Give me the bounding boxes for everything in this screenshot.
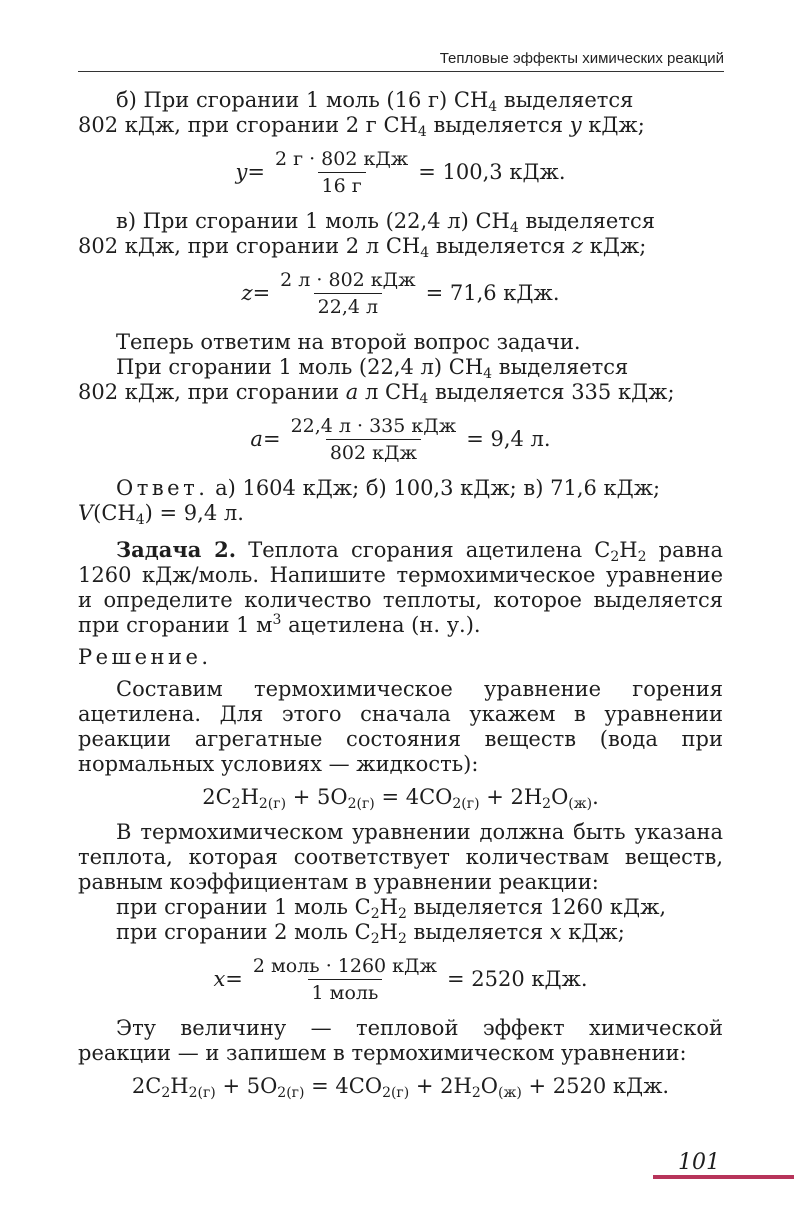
text: при сгорании 2 моль C — [116, 920, 371, 944]
eq-text: H — [170, 1074, 189, 1098]
text: выделяется — [518, 209, 655, 233]
running-head: Тепловые эффекты химических реакций — [439, 50, 724, 67]
solution-label: Решение. — [78, 645, 212, 669]
eq-sub: 2(г) — [258, 796, 287, 812]
eq-sub: 2 — [471, 1085, 481, 1101]
answer-label: Ответ. — [116, 476, 209, 500]
eq-sub: 2(г) — [347, 796, 375, 812]
eq-text: = 4CO — [374, 785, 453, 809]
subscript: 4 — [509, 220, 519, 236]
variable-a: a — [345, 380, 359, 404]
page-number-bar — [653, 1175, 794, 1179]
text: H — [619, 538, 638, 562]
text: ацетилена (н. у.). — [281, 613, 481, 637]
task2-paragraph — [78, 537, 723, 638]
text: выделяется — [497, 88, 634, 112]
fraction-numerator: 22,4 л · 335 кДж — [290, 415, 457, 437]
subscript: 4 — [420, 245, 430, 261]
formula-a — [78, 415, 723, 464]
eq-text: = 4CO — [304, 1074, 383, 1098]
formula-z — [78, 269, 723, 318]
eq-sub: (ж) — [498, 1085, 522, 1101]
text: 802 кДж, при сгорании 2 г CH — [78, 113, 418, 137]
spacer — [78, 638, 723, 645]
eq-text: + 2520 кДж. — [521, 1074, 670, 1098]
formula-lhs: a — [250, 427, 263, 451]
eq-text: O — [480, 1074, 498, 1098]
page-number: 101 — [678, 1150, 720, 1175]
spacer — [78, 670, 723, 677]
text: выделяется — [429, 234, 573, 258]
formula-rhs: = 9,4 л. — [466, 427, 551, 451]
text: ) = 9,4 л. — [144, 501, 244, 525]
text: равна 1260 кДж/моль. Напишите термохимическое уравнение и определите количество теплоты, которое выделяется при сгорании 1 м — [78, 538, 723, 637]
case-b-paragraph — [78, 88, 723, 138]
answer-paragraph — [78, 476, 723, 526]
eq-text: O — [551, 785, 569, 809]
eq-text: + 5O — [286, 785, 348, 809]
eq-sub: 2(г) — [382, 1085, 410, 1101]
text: выделяется — [406, 920, 550, 944]
eq-text: 2C — [131, 1074, 162, 1098]
solution-label-line — [78, 645, 723, 670]
solution-paragraph-2: В термохимическом уравнении должна быть указана теплота, которая соответствует количествам веществ, равным коэффициентам в уравнении реакции: — [78, 820, 723, 894]
text: при сгорании 1 моль C — [116, 895, 371, 919]
text: выделяется — [426, 113, 570, 137]
text: 802 кДж, при сгорании 2 л CH — [78, 234, 421, 258]
text: выделяется 1260 кДж, — [406, 895, 667, 919]
text: 802 кДж, при сгорании — [78, 380, 346, 404]
fraction — [249, 955, 441, 1004]
formula-lhs: y — [235, 160, 248, 184]
formula-rhs: = 2520 кДж. — [446, 967, 588, 991]
reaction-equation-2 — [78, 1074, 723, 1099]
formula-rhs: = 71,6 кДж. — [425, 281, 560, 305]
formula-eq: = — [225, 967, 243, 991]
text: в) При сгорании 1 моль (22,4 л) CH — [116, 209, 510, 233]
header-rule — [78, 71, 724, 72]
fraction-denominator: 1 моль — [308, 979, 383, 1004]
subscript: 2 — [397, 906, 407, 922]
eq-sub: 2(г) — [277, 1085, 305, 1101]
eq-text: H — [240, 785, 259, 809]
subscript: 4 — [419, 391, 429, 407]
text: б) При сгорании 1 моль (16 г) CH — [116, 88, 489, 112]
text: (CH — [93, 501, 136, 525]
fraction-denominator: 22,4 л — [314, 293, 382, 318]
text: выделяется — [492, 355, 629, 379]
subscript: 2 — [370, 906, 380, 922]
eq-sub: (ж) — [568, 796, 593, 812]
eq-text: . — [592, 785, 599, 809]
subscript: 2 — [397, 931, 407, 947]
text: кДж; — [583, 234, 647, 258]
superscript: 3 — [272, 612, 282, 628]
subscript: 2 — [610, 549, 620, 565]
variable-v: V — [78, 501, 94, 525]
text: кДж; — [581, 113, 645, 137]
eq-text: 2C — [202, 785, 232, 809]
fraction — [276, 269, 419, 318]
text: H — [379, 895, 398, 919]
task2-title: Задача 2. — [116, 537, 237, 562]
solution-paragraph-3: Эту величину — тепловой эффект химической реакции — и запишем в термохимическом уравнении: — [78, 1016, 723, 1065]
fraction-numerator: 2 л · 802 кДж — [280, 269, 416, 291]
variable-x: x — [549, 920, 562, 944]
variable-z: z — [572, 234, 584, 258]
eq-text: + 2H — [409, 1074, 472, 1098]
solution-list-line-1 — [78, 895, 723, 920]
formula-lhs: x — [213, 967, 226, 991]
subscript: 4 — [135, 512, 145, 528]
eq-sub: 2(г) — [188, 1085, 216, 1101]
second-question-intro: Теперь ответим на второй вопрос задачи. — [116, 330, 581, 354]
fraction — [271, 148, 412, 197]
subscript: 4 — [417, 124, 427, 140]
fraction-denominator: 16 г — [318, 172, 366, 197]
page-body — [78, 88, 723, 1109]
solution-paragraph-1: Составим термохимическое уравнение горения ацетилена. Для этого сначала укажем в уравнении реакции агрегатные состояния веществ (вода при нормальных условиях — жидкость): — [78, 677, 723, 776]
subscript: 4 — [483, 366, 493, 382]
second-question-paragraph — [78, 355, 723, 405]
reaction-equation-1 — [78, 785, 723, 810]
solution-list-line-2 — [78, 920, 723, 945]
fraction — [287, 415, 461, 464]
formula-lhs: z — [241, 281, 253, 305]
eq-sub: 2(г) — [452, 796, 480, 812]
text: При сгорании 1 моль (22,4 л) CH — [116, 355, 484, 379]
subscript: 2 — [370, 931, 380, 947]
eq-sub: 2 — [161, 1085, 171, 1101]
case-c-paragraph — [78, 209, 723, 259]
spacer — [78, 526, 723, 537]
fraction-numerator: 2 моль · 1260 кДж — [252, 955, 437, 977]
eq-text: + 5O — [215, 1074, 278, 1098]
text: а) 1604 кДж; б) 100,3 кДж; в) 71,6 кДж; — [208, 476, 661, 500]
text: л CH — [358, 380, 420, 404]
subscript: 2 — [637, 549, 647, 565]
fraction-numerator: 2 г · 802 кДж — [274, 148, 409, 170]
variable-y: y — [569, 113, 582, 137]
text: H — [379, 920, 398, 944]
eq-sub: 2 — [542, 796, 552, 812]
formula-y — [78, 148, 723, 197]
text: Теплота сгорания ацетилена C — [236, 538, 611, 562]
subscript: 4 — [488, 99, 498, 115]
formula-eq: = — [252, 281, 271, 305]
eq-text: + 2H — [479, 785, 543, 809]
fraction-denominator: 802 кДж — [326, 439, 421, 464]
text: кДж; — [561, 920, 625, 944]
formula-eq: = — [262, 427, 281, 451]
formula-x — [78, 955, 723, 1004]
eq-sub: 2 — [231, 796, 241, 812]
formula-eq: = — [247, 160, 265, 184]
text: выделяется 335 кДж; — [428, 380, 675, 404]
formula-rhs: = 100,3 кДж. — [418, 160, 566, 184]
